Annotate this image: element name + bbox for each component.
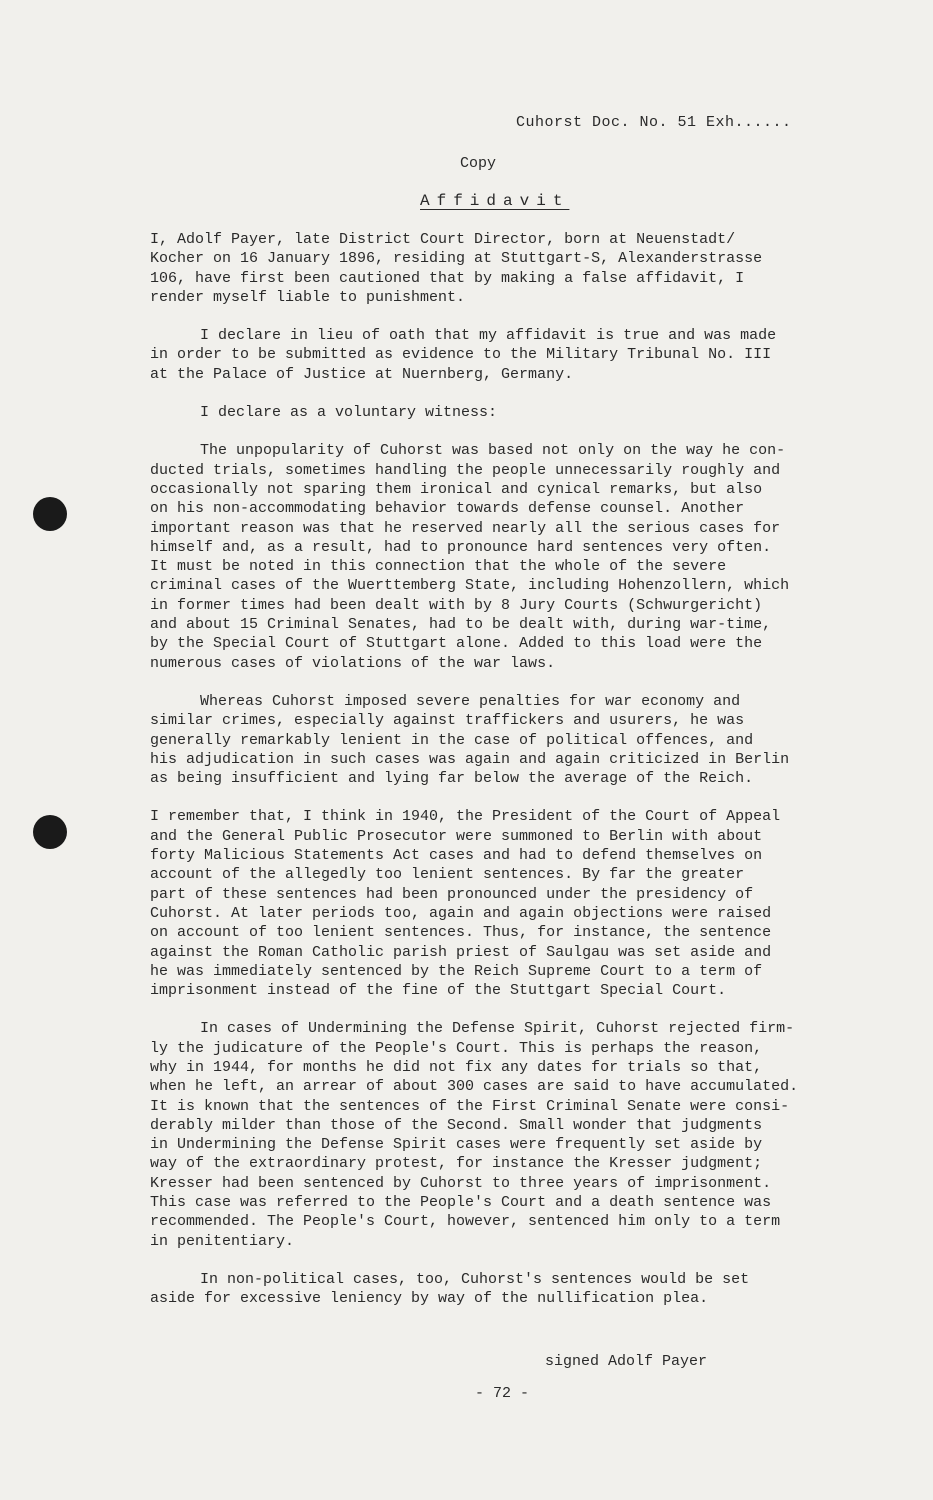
paragraph-voluntary-witness: I declare as a voluntary witness: [200, 404, 498, 422]
paragraph-1940: I remember that, I think in 1940, the President of the Court of Appeal and the General Public Prosecutor were summoned to Berlin with about forty Malicious Statements Act cases and had to defend themselves on account of the allegedly too lenient sentences. By far the greater part of these sentences had been pronounced under the presidency of Cuhorst. At later periods too, again and again objections were raised on account of too lenient sentences. Thus, for instance, the sentence against the Roman Catholic parish priest of Saulgau was set aside and he was immediately sentenced by the Reich Supreme Court to a term of imprisonment instead of the fine of the Stuttgart Special Court. [150, 808, 781, 1000]
paragraph-declarant: I, Adolf Payer, late District Court Director, born at Neuenstadt/ Kocher on 16 January 1896, residing at Stuttgart-S, Alexanderstrasse 106, have first been cautioned that by making a false affidavit, I render myself liable to punishment. [150, 231, 763, 306]
copy-label: Copy [460, 155, 497, 172]
paragraph-penalties: Whereas Cuhorst imposed severe penalties for war economy and similar crimes, especially against traffickers and usurers, he was generally remarkably lenient in the case of political offences, and his adjudication in such cases was again and again criticized in Berlin as being insufficient and lying far below the average of the Reich. [150, 692, 790, 788]
paragraph-oath: I declare in lieu of oath that my affidavit is true and was made in order to be submitted as evidence to the Military Tribunal No. III at the Palace of Justice at Nuernberg, Germany. [150, 327, 777, 383]
signature: signed Adolf Payer [545, 1353, 708, 1370]
paragraph-undermining: In cases of Undermining the Defense Spirit, Cuhorst rejected firm- ly the judicature of the People's Court. This is perhaps the reason, why in 1944, for months he did not fix any dates for trials so that, when he left, an arrear of about 300 cases are said to have accumulated. It is known that the sentences of the First Criminal Senate were consi- derably milder than those of the Second. Small wonder that judgments in Undermining the Defense Spirit cases were frequently set aside by way of the extraordinary protest, for instance the Kresser judgment; Kresser had been sentenced by Cuhorst to three years of imprisonment. This case was referred to the People's Court and a death sentence was recommended. The People's Court, however, sentenced him only to a term in penitentiary. [150, 1020, 799, 1250]
document-title: Affidavit [420, 192, 570, 210]
punch-hole [33, 497, 67, 531]
punch-hole [33, 815, 67, 849]
affidavit-body [150, 230, 850, 1328]
paragraph-non-political: In non-political cases, too, Cuhorst's sentences would be set aside for excessive leniency by way of the nullification plea. [150, 1270, 750, 1308]
paragraph-unpopularity: The unpopularity of Cuhorst was based not only on the way he con- ducted trials, sometimes handling the people unnecessarily roughly and occasionally not sparing them ironical and cynical remarks, but also on his non-accommodating behavior towards defense counsel. Another important reason was that he reserved nearly all the serious cases for himself and, as a result, had to pronounce hard sentences very often. It must be noted in this connection that the whole of the severe criminal cases of the Wuerttemberg State, including Hohenzollern, which in former times had been dealt with by 8 Jury Courts (Schwurgericht) and about 15 Criminal Senates, had to be dealt with, during war-time, by the Special Court of Stuttgart alone. Added to this load were the numerous cases of violations of the war laws. [150, 442, 790, 672]
document-reference: Cuhorst Doc. No. 51 Exh...... [516, 114, 792, 131]
page-number: - 72 - [475, 1385, 530, 1402]
